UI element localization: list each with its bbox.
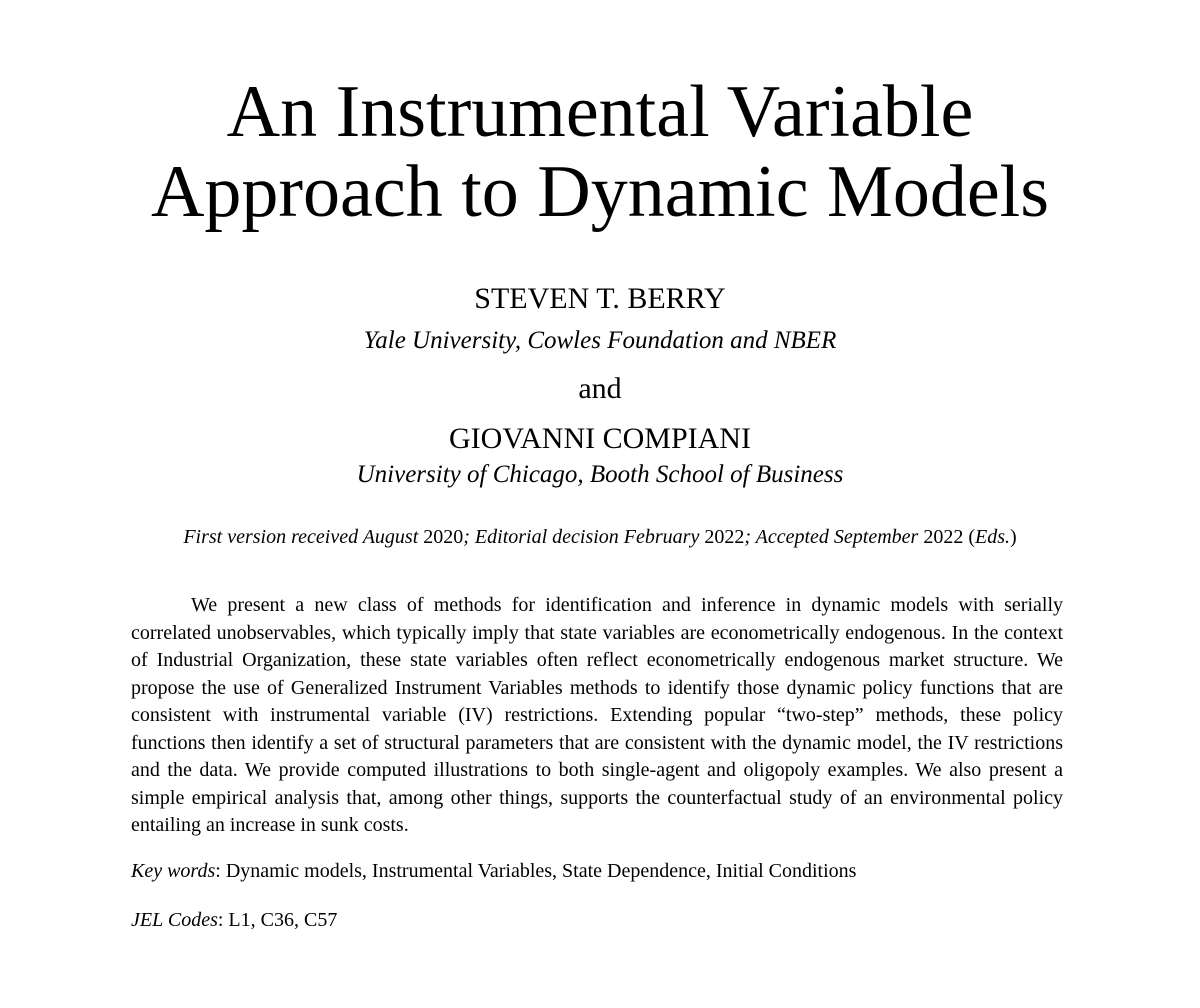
author-conjunction: and — [578, 372, 622, 405]
editorial-decision-year: 2022 — [704, 526, 745, 548]
paper-title-line-2: Approach to Dynamic Models — [150, 151, 1050, 233]
keywords-label: Key words — [131, 860, 216, 882]
first-version-year: 2020 — [423, 526, 464, 548]
jel-codes-value: L1, C36, C57 — [228, 909, 338, 931]
author-2-name: GIOVANNI COMPIANI — [449, 422, 751, 455]
editorial-decision-label: ; Editorial decision February — [463, 526, 700, 548]
author-1-name: STEVEN T. BERRY — [474, 282, 726, 315]
keywords-line — [131, 858, 1071, 884]
jel-codes-label: JEL Codes — [131, 909, 218, 931]
eds-close-paren: ) — [1010, 526, 1017, 548]
jel-codes-separator: : — [217, 909, 229, 931]
author-2-affiliation: University of Chicago, Booth School of Business — [356, 461, 844, 488]
author-1-affiliation: Yale University, Cowles Foundation and NBER — [363, 327, 837, 354]
abstract-text: We present a new class of methods for identification and inference in dynamic models with serially correlated unobservables, which typically imply that state variables are econometrically endogenous. In the context of Industrial Organization, these state variables often reflect econometrically endogenous market structure. We propose the use of Generalized Instrument Variables methods to identify those dynamic policy functions that are consistent with instrumental variable (IV) restrictions. Extending popular “two-step” methods, these policy functions then identify a set of structural parameters that are consistent with the dynamic model, the IV restrictions and the data. We provide computed illustrations to both single-agent and oligopoly examples. We also present a simple empirical analysis that, among other things, supports the counterfactual study of an environmental policy entailing an increase in sunk costs. — [131, 594, 1063, 836]
first-version-label: First version received August — [183, 526, 419, 548]
submission-dates — [0, 524, 1200, 550]
accepted-year: 2022 — [923, 526, 964, 548]
keywords-value: Dynamic models, Instrumental Variables, State Dependence, Initial Conditions — [225, 860, 857, 882]
eds-label: Eds. — [975, 526, 1011, 548]
paper-title — [0, 72, 1200, 232]
keywords-separator: : — [215, 860, 226, 882]
jel-codes-line — [131, 907, 1071, 933]
eds-open-paren: ( — [963, 526, 976, 548]
paper-title-line-1: An Instrumental Variable — [226, 71, 974, 153]
accepted-label: ; Accepted September — [744, 526, 919, 548]
